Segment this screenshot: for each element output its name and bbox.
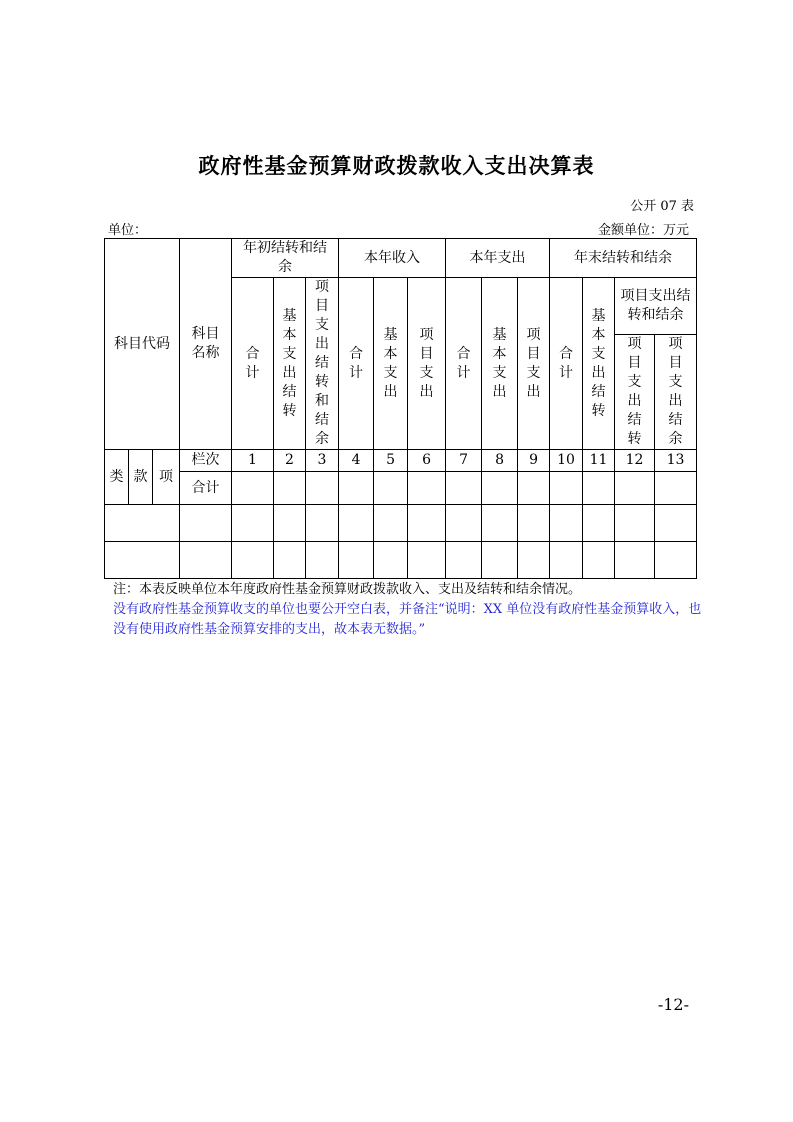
xiang-header: 项 bbox=[153, 450, 180, 505]
col-number: 1 bbox=[232, 450, 274, 472]
end-basic-carry-header bbox=[583, 278, 615, 450]
table-cell bbox=[180, 505, 232, 542]
begin-project-carry-balance-header bbox=[306, 278, 339, 450]
income-project-text: 项目支出 bbox=[419, 326, 434, 400]
income-total-header bbox=[339, 278, 374, 450]
kuan-header: 款 bbox=[129, 450, 153, 505]
table-cell bbox=[408, 542, 446, 579]
expense-basic-header bbox=[482, 278, 518, 450]
amount-unit-label: 金额单位：万元 bbox=[597, 223, 689, 238]
income-basic-text: 基本支出 bbox=[383, 326, 398, 400]
income-total-text: 合计 bbox=[349, 345, 364, 381]
name-header-text: 科目名称 bbox=[191, 326, 220, 361]
table-cell bbox=[374, 505, 408, 542]
name-header bbox=[180, 239, 232, 450]
expense-total-text: 合计 bbox=[456, 345, 471, 381]
table-cell bbox=[374, 472, 408, 505]
col-number: 6 bbox=[408, 450, 446, 472]
table-cell bbox=[446, 542, 482, 579]
table-cell bbox=[408, 472, 446, 505]
table-cell bbox=[232, 472, 274, 505]
table-cell bbox=[615, 505, 655, 542]
end-project-carry-text: 项目支出结转 bbox=[627, 336, 642, 447]
group-begin-text: 年初结转和结余 bbox=[243, 240, 328, 275]
col-number: 7 bbox=[446, 450, 482, 472]
table-cell bbox=[232, 542, 274, 579]
expense-project-header bbox=[518, 278, 550, 450]
table-cell bbox=[339, 472, 374, 505]
end-project-group-text: 项目支出结转和结余 bbox=[620, 288, 691, 323]
col-number: 11 bbox=[583, 450, 615, 472]
table-cell bbox=[518, 505, 550, 542]
table-cell bbox=[518, 472, 550, 505]
col-number: 12 bbox=[615, 450, 655, 472]
col-number: 4 bbox=[339, 450, 374, 472]
col-number: 10 bbox=[550, 450, 583, 472]
col-number: 9 bbox=[518, 450, 550, 472]
table-cell bbox=[583, 472, 615, 505]
total-row bbox=[105, 472, 697, 505]
table-row bbox=[105, 542, 697, 579]
end-project-group-header bbox=[615, 278, 697, 335]
income-project-header bbox=[408, 278, 446, 450]
table-note: 注：本表反映单位本年度政府性基金预算财政拨款收入、支出及结转和结余情况。 bbox=[113, 582, 582, 597]
end-basic-carry-text: 基本支出结转 bbox=[591, 307, 606, 419]
table-cell bbox=[446, 472, 482, 505]
table-cell bbox=[408, 505, 446, 542]
table-cell bbox=[550, 472, 583, 505]
col-number: 13 bbox=[655, 450, 697, 472]
table-cell bbox=[180, 542, 232, 579]
table-cell bbox=[615, 472, 655, 505]
row-number-label: 栏次 bbox=[180, 450, 232, 472]
table-cell bbox=[274, 472, 306, 505]
end-project-balance-text: 项目支出结余 bbox=[668, 336, 683, 447]
code-header: 科目代码 bbox=[105, 239, 180, 450]
table-cell bbox=[306, 505, 339, 542]
table-cell bbox=[274, 542, 306, 579]
blank-table-remark: 没有政府性基金预算收支的单位也要公开空白表，并备注“说明：XX 单位没有政府性基金预算收入，也没有使用政府性基金预算安排的支出，故本表无数据。” bbox=[113, 602, 702, 637]
begin-total-header bbox=[232, 278, 274, 450]
table-cell bbox=[518, 542, 550, 579]
table-cell bbox=[655, 505, 697, 542]
table-cell bbox=[655, 542, 697, 579]
table-cell bbox=[339, 505, 374, 542]
lei-header: 类 bbox=[105, 450, 129, 505]
col-number: 8 bbox=[482, 450, 518, 472]
col-number: 2 bbox=[274, 450, 306, 472]
table-cell bbox=[374, 542, 408, 579]
table-cell bbox=[550, 505, 583, 542]
table-cell bbox=[105, 505, 180, 542]
group-end-header: 年末结转和结余 bbox=[550, 239, 697, 278]
page-number: -12- bbox=[657, 995, 689, 1014]
budget-table bbox=[104, 238, 697, 579]
expense-project-text: 项目支出 bbox=[526, 326, 541, 400]
table-cell bbox=[482, 472, 518, 505]
col-number: 3 bbox=[306, 450, 339, 472]
begin-project-text: 项目支出结转和结余 bbox=[315, 279, 330, 447]
table-cell bbox=[482, 542, 518, 579]
table-cell bbox=[655, 472, 697, 505]
begin-total-text: 合计 bbox=[245, 345, 260, 381]
end-total-text: 合计 bbox=[559, 345, 574, 381]
table-cell bbox=[482, 505, 518, 542]
begin-basic-carry-text: 基本支出结转 bbox=[282, 307, 297, 419]
col-number: 5 bbox=[374, 450, 408, 472]
table-cell bbox=[306, 542, 339, 579]
form-number: 公开 07 表 bbox=[630, 199, 694, 214]
table-row bbox=[105, 505, 697, 542]
table-cell bbox=[339, 542, 374, 579]
begin-basic-carry-header bbox=[274, 278, 306, 450]
unit-label: 单位： bbox=[108, 223, 148, 238]
group-begin-header bbox=[232, 239, 339, 278]
end-project-carry-header bbox=[615, 335, 655, 450]
expense-total-header bbox=[446, 278, 482, 450]
table-cell bbox=[105, 542, 180, 579]
table-cell bbox=[446, 505, 482, 542]
table-cell bbox=[274, 505, 306, 542]
table-cell bbox=[232, 505, 274, 542]
table-cell bbox=[615, 542, 655, 579]
group-expense-header: 本年支出 bbox=[446, 239, 550, 278]
income-basic-header bbox=[374, 278, 408, 450]
group-income-header: 本年收入 bbox=[339, 239, 446, 278]
end-project-balance-header bbox=[655, 335, 697, 450]
table-cell bbox=[583, 542, 615, 579]
table-cell bbox=[583, 505, 615, 542]
table-cell bbox=[550, 542, 583, 579]
page-title: 政府性基金预算财政拨款收入支出决算表 bbox=[198, 154, 595, 178]
total-row-label: 合计 bbox=[180, 472, 232, 505]
end-total-header bbox=[550, 278, 583, 450]
expense-basic-text: 基本支出 bbox=[492, 326, 507, 400]
table-cell bbox=[306, 472, 339, 505]
